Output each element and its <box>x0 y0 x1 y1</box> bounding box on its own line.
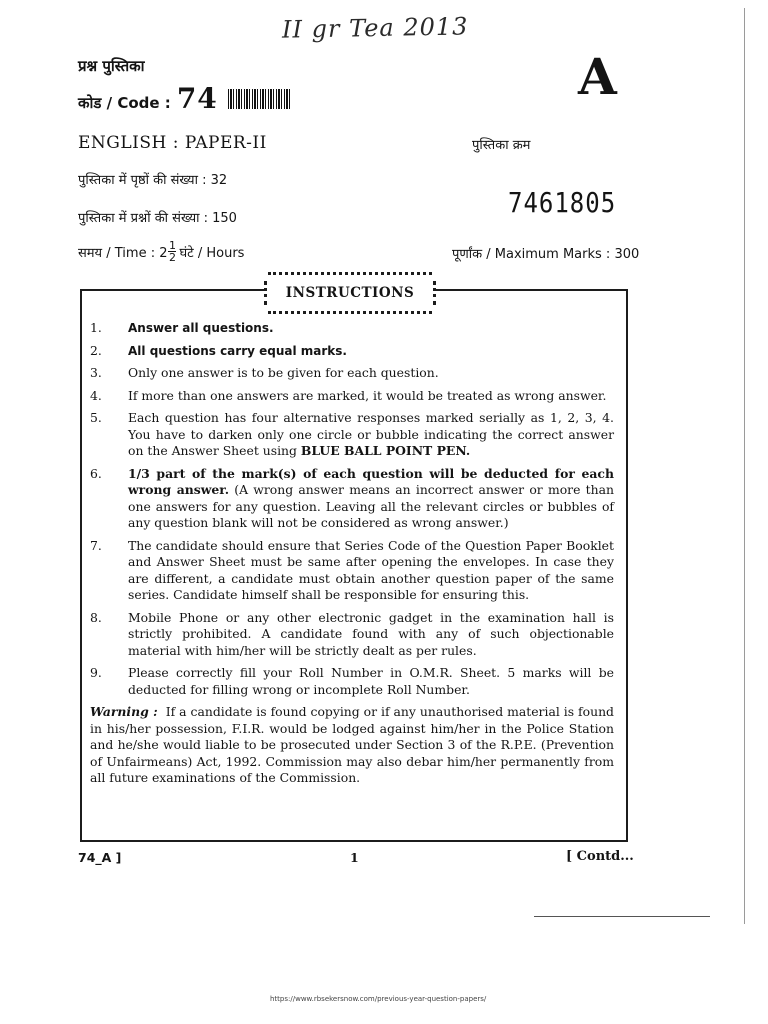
time-fraction <box>168 240 176 263</box>
instruction-item: 5. Each question has four alternative responses marked serially as 1, 2, 3, 4. You have to darken only one circle or bubble indicating the correct answer on the Answer Sheet using BLUE BALL POINT PEN. <box>90 410 614 458</box>
time-unit: घंटे / Hours <box>179 245 245 261</box>
time-fraction-denominator: 2 <box>168 251 176 264</box>
serial-number: 7461805 <box>508 186 617 220</box>
code-number: 74 <box>176 82 218 115</box>
booklet-serial-label: पुस्तिका क्रम <box>472 138 531 153</box>
instruction-item: 8. Mobile Phone or any other electronic gadget in the examination hall is strictly prohibited. A candidate found with any of such objectionable material with him/her will be strictly dealt as per rules. <box>90 609 614 658</box>
questions-count: पुस्तिका में प्रश्नों की संख्या : 150 <box>78 211 237 226</box>
page-number: 1 <box>350 850 359 865</box>
time-fraction-numerator: 1 <box>168 239 176 252</box>
instruction-item: 7. The candidate should ensure that Series Code of the Question Paper Booklet and Answer Sheet must be same after opening the envelopes. In case they are different, a candidate must obtain another question paper of the same series. Candidate himself shall be responsible for ensuring this. <box>90 537 614 602</box>
instructions-heading <box>268 272 432 314</box>
maximum-marks: पूर्णांक / Maximum Marks : 300 <box>452 247 640 262</box>
booklet-label-hindi: प्रश्न पुस्तिका <box>78 57 145 75</box>
warning-label: Warning : <box>90 704 158 719</box>
series-code: A <box>578 47 617 106</box>
pages-count: पुस्तिका में पृष्ठों की संख्या : 32 <box>78 173 228 188</box>
code-label: कोड / Code : <box>78 94 171 112</box>
instruction-item: 4. If more than one answers are marked, it would be treated as wrong answer. <box>90 387 607 403</box>
exam-title: ENGLISH : PAPER-II <box>78 133 267 153</box>
instruction-item: 1. Answer all questions. <box>90 320 274 335</box>
continued-label: [ Contd... <box>566 849 634 864</box>
warning-text: If a candidate is found copying or if any unauthorised material is found in his/her possession, F.I.R. would be lodged against him/her in the Police Station and he/she would liable to be prosecuted under Section 3 of the R.P.E. (Prevention of Unfairmeans) Act, 1992. Commission may also debar him/her permanently from all future examinations of the Commission. <box>90 704 614 785</box>
barcode-icon <box>228 89 292 109</box>
instruction-item: 2. All questions carry equal marks. <box>90 342 347 358</box>
instruction-item: 9. Please correctly fill your Roll Number in O.M.R. Sheet. 5 marks will be deducted for filling wrong or incomplete Roll Number. <box>90 665 614 697</box>
source-url: https://www.rbsekersnow.com/previous-year-question-papers/ <box>270 995 487 1003</box>
instructions-list <box>90 320 614 787</box>
time-label: समय / Time : 2 <box>78 245 168 261</box>
instruction-item: 3. Only one answer is to be given for each question. <box>90 365 439 380</box>
code-row <box>78 82 292 115</box>
warning-paragraph <box>90 704 614 787</box>
pen-requirement: BLUE BALL POINT PEN. <box>300 443 471 458</box>
page-edge-line <box>744 8 745 924</box>
scan-artifact-line <box>534 916 710 917</box>
instructions-heading-text: INSTRUCTIONS <box>285 285 415 301</box>
negative-marking: 1/3 part of the mark(s) of each question will be deducted for each wrong answer. <box>128 465 614 497</box>
footer-code: 74_A ] <box>78 850 122 865</box>
time-allowed <box>78 240 244 263</box>
instruction-item: 6. 1/3 part of the mark(s) of each question will be deducted for each wrong answer. (A wrong answer means an incorrect answer or more than one answers for any question. Leaving all the relevant circles or bubbles of any question blank will not be considered as wrong answer.) <box>90 465 614 530</box>
handwritten-note: II gr Tea 2013 <box>281 12 469 44</box>
